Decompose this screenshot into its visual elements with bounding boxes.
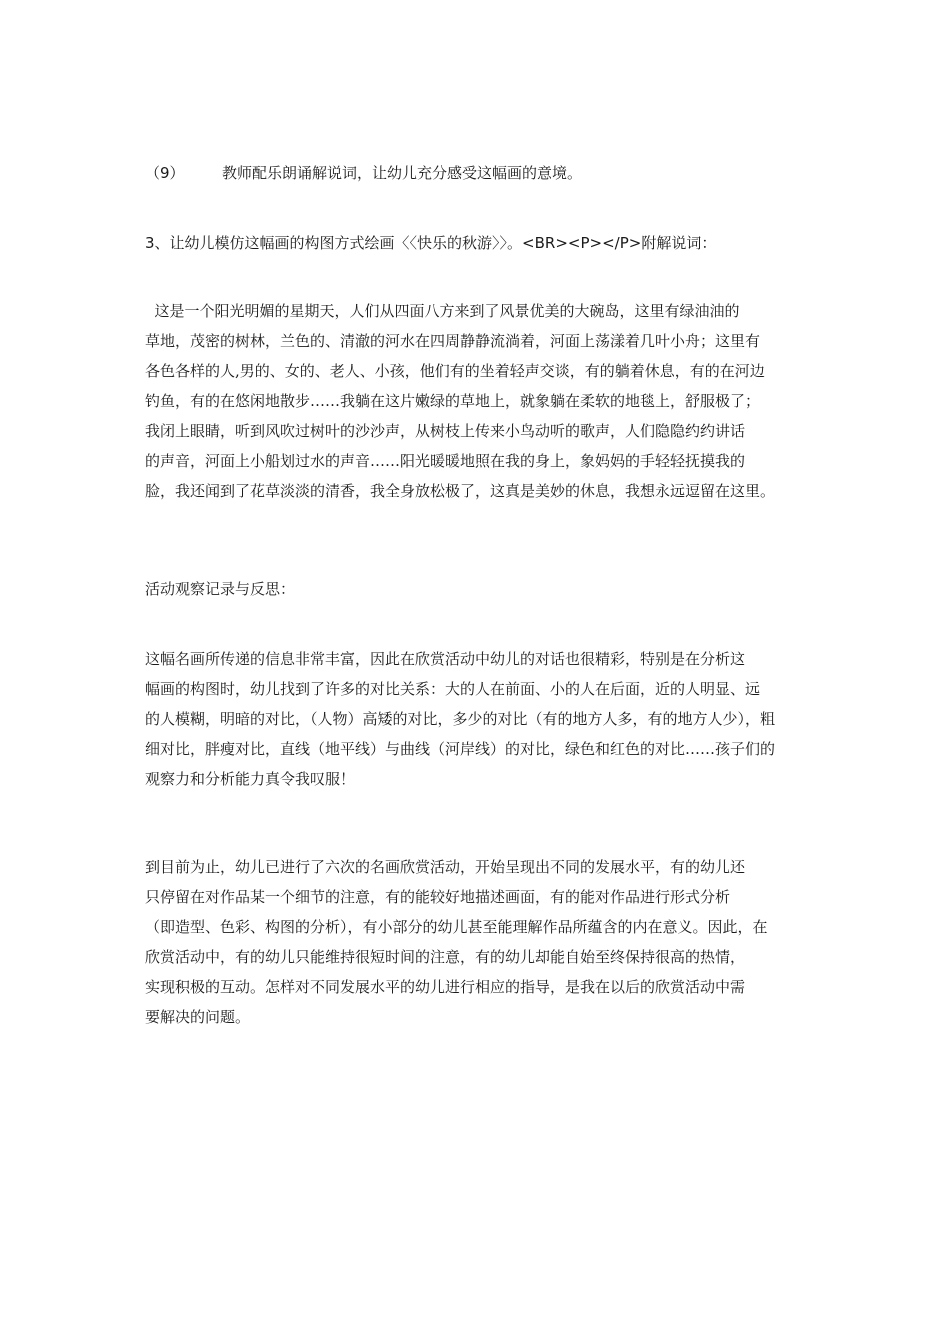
observation-heading bbox=[145, 574, 825, 604]
observation-line: 这幅名画所传递的信息非常丰富，因此在欣赏活动中幼儿的对话也很精彩，特别是在分析这 bbox=[145, 650, 746, 668]
observation-heading-text: 活动观察记录与反思： bbox=[145, 580, 296, 598]
step-3-text: 3、让幼儿模仿这幅画的构图方式绘画〈〈快乐的秋游〉〉。<BR><P></P>附解说词： bbox=[145, 234, 717, 252]
observation-line: 细对比，胖瘦对比，直线（地平线）与曲线（河岸线）的对比，绿色和红色的对比……孩子们的 bbox=[145, 740, 776, 758]
narration-line: 各色各样的人,男的、女的、老人、小孩，他们有的坐着轻声交谈，有的躺着休息，有的在河边 bbox=[145, 362, 765, 380]
narration-line: 我闭上眼睛，听到风吹过树叶的沙沙声，从树枝上传来小鸟动听的歌声，人们隐隐约约讲话 bbox=[145, 422, 746, 440]
narration-line: 的声音，河面上小船划过水的声音……阳光暖暖地照在我的身上，象妈妈的手轻轻抚摸我的 bbox=[145, 452, 746, 470]
observation-paragraph-1 bbox=[145, 644, 825, 794]
observation-line: 欣赏活动中，有的幼儿只能维持很短时间的注意，有的幼儿却能自始至终保持很高的热情， bbox=[145, 948, 746, 966]
observation-paragraph-2 bbox=[145, 852, 825, 1032]
observation-line: 到目前为止，幼儿已进行了六次的名画欣赏活动，开始呈现出不同的发展水平，有的幼儿还 bbox=[145, 858, 746, 876]
observation-line: 实现积极的互动。怎样对不同发展水平的幼儿进行相应的指导，是我在以后的欣赏活动中需 bbox=[145, 978, 746, 996]
observation-line: 的人模糊，明暗的对比，（人物）高矮的对比，多少的对比（有的地方人多，有的地方人少），粗 bbox=[145, 710, 776, 728]
observation-line: 观察力和分析能力真令我叹服！ bbox=[145, 770, 356, 788]
narration-paragraph bbox=[145, 296, 825, 506]
observation-line: 只停留在对作品某一个细节的注意，有的能较好地描述画面，有的能对作品进行形式分析 bbox=[145, 888, 731, 906]
narration-line: 脸，我还闻到了花草淡淡的清香，我全身放松极了，这真是美妙的休息，我想永远逗留在这里。 bbox=[145, 482, 776, 500]
step-3-paragraph bbox=[145, 228, 825, 258]
observation-line: 幅画的构图时，幼儿找到了许多的对比关系：大的人在前面、小的人在后面，近的人明显、远 bbox=[145, 680, 761, 698]
step-9-number: （9） bbox=[145, 164, 185, 182]
narration-line: 钓鱼，有的在悠闲地散步……我躺在这片嫩绿的草地上，就象躺在柔软的地毯上，舒服极了； bbox=[145, 392, 761, 410]
narration-line: 草地，茂密的树林，兰色的、清澈的河水在四周静静流淌着，河面上荡漾着几叶小舟；这里有 bbox=[145, 332, 761, 350]
step-9-text: 教师配乐朗诵解说词，让幼儿充分感受这幅画的意境。 bbox=[222, 164, 583, 182]
narration-line: 这是一个阳光明媚的星期天，人们从四面八方来到了风景优美的大碗岛，这里有绿油油的 bbox=[145, 302, 740, 320]
step-9-paragraph bbox=[145, 158, 825, 188]
observation-line: （即造型、色彩、构图的分析），有小部分的幼儿甚至能理解作品所蕴含的内在意义。因此，在 bbox=[145, 918, 768, 936]
observation-line: 要解决的问题。 bbox=[145, 1008, 251, 1026]
